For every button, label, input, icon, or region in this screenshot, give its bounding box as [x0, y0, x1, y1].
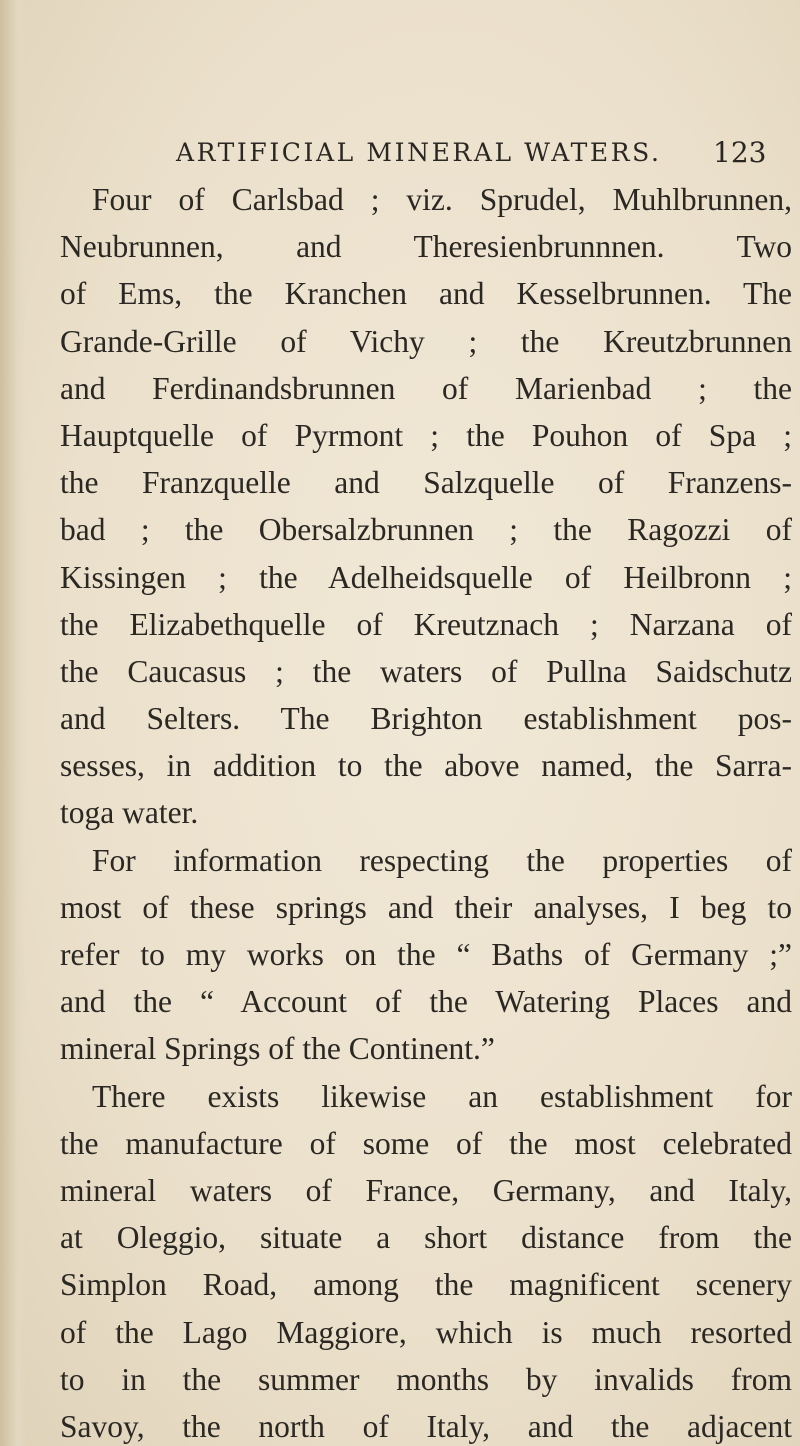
running-head	[0, 133, 800, 173]
text-line: mineral Springs of the Continent.”	[60, 1031, 495, 1067]
text-line: the Caucasus ; the waters of Pullna Saidschutz	[60, 653, 792, 689]
text-line: Kissingen ; the Adelheidsquelle of Heilbronn ;	[60, 559, 792, 595]
text-line: and Ferdinandsbrunnen of Marienbad ; the	[60, 370, 792, 406]
text-line: Simplon Road, among the magnificent scenery	[60, 1267, 792, 1303]
text-line: and the “ Account of the Watering Places and	[60, 984, 792, 1020]
text-line: toga water.	[60, 795, 199, 831]
text-line: Neubrunnen, and Theresienbrunnnen. Two	[60, 229, 792, 265]
text-line: the Elizabethquelle of Kreutznach ; Narzana of	[60, 606, 792, 642]
text-line: Four of Carlsbad ; viz. Sprudel, Muhlbrunnen,	[92, 182, 792, 217]
text-line: sesses, in addition to the above named, the Sarra-	[60, 748, 792, 784]
text-line: There exists likewise an establishment for	[92, 1078, 792, 1114]
text-line: Hauptquelle of Pyrmont ; the Pouhon of Spa ;	[60, 417, 792, 453]
page-number: 123	[713, 136, 767, 169]
text-line: refer to my works on the “ Baths of Germany ;”	[60, 937, 792, 972]
text-line: and Selters. The Brighton establishment pos-	[60, 701, 792, 737]
text-line: Savoy, the north of Italy, and the adjacent	[60, 1408, 792, 1444]
text-line: For information respecting the properties of	[92, 842, 792, 878]
text-line: bad ; the Obersalzbrunnen ; the Ragozzi of	[60, 512, 792, 548]
text-line: at Oleggio, situate a short distance from the	[60, 1220, 792, 1256]
text-line: to in the summer months by invalids from	[60, 1361, 792, 1397]
text-line: of the Lago Maggiore, which is much resorted	[60, 1314, 792, 1350]
running-title: ARTIFICIAL MINERAL WATERS.	[176, 138, 662, 167]
text-line: mineral waters of France, Germany, and Italy,	[60, 1172, 792, 1208]
page-gutter-shadow	[0, 0, 26, 1446]
text-line: the manufacture of some of the most celebrated	[60, 1125, 792, 1161]
text-line: most of these springs and their analyses, I beg to	[60, 889, 792, 925]
text-line: of Ems, the Kranchen and Kesselbrunnen. The	[60, 276, 792, 312]
text-line: Grande-Grille of Vichy ; the Kreutzbrunnen	[60, 323, 792, 359]
text-line: the Franzquelle and Salzquelle of Franzens-	[60, 465, 792, 501]
body-text	[60, 176, 792, 1446]
